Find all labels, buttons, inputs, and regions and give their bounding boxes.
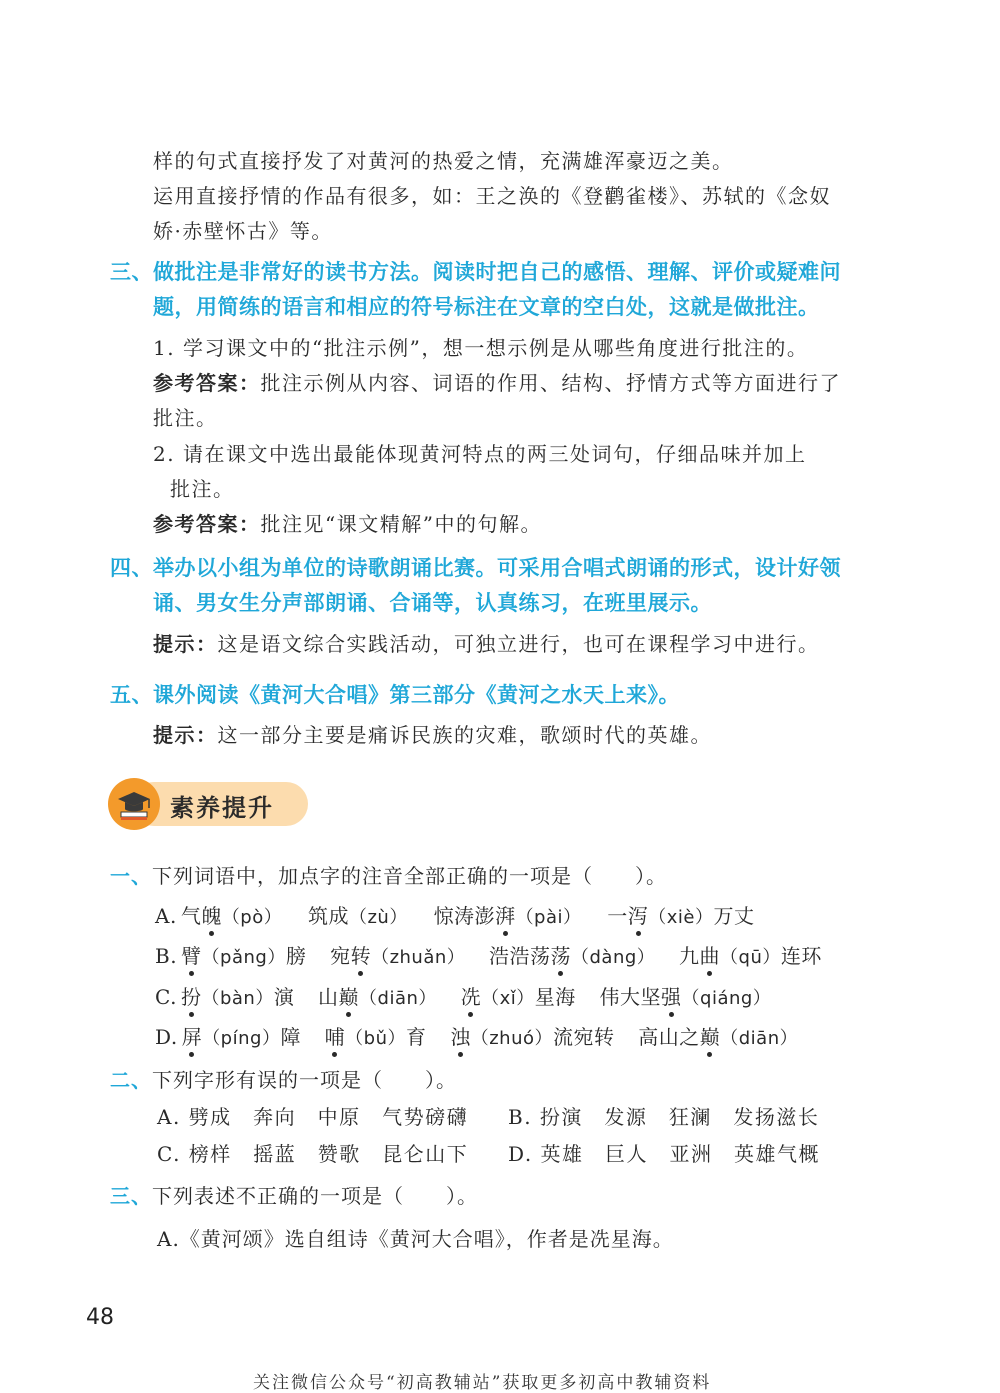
dotted-char: 臂: [181, 940, 202, 969]
pinyin: （pǎng）: [201, 947, 286, 968]
dotted-char: 曲: [700, 940, 721, 969]
option-label: C.: [155, 985, 177, 1009]
pinyin: （zhuó）: [470, 1028, 554, 1049]
pinyin: （bàn）: [201, 988, 274, 1009]
question-number: 二、: [110, 1068, 152, 1092]
dotted-char: 扮: [181, 981, 202, 1010]
text: 膀: [285, 944, 307, 968]
text: 气: [180, 904, 202, 928]
q1-option-a: [155, 900, 754, 929]
pinyin: （xiè）: [648, 907, 714, 928]
hint-label: 提示：: [153, 632, 218, 656]
section-3-heading-line-2: 题，用简练的语言和相应的符号标注在文章的空白处，这就是做批注。: [153, 295, 820, 319]
section-3-heading-line-1: 三、做批注是非常好的读书方法。阅读时把自己的感悟、理解、评价或疑难问: [110, 260, 841, 284]
section-5-heading: 五、课外阅读《黄河大合唱》第三部分《黄河之水天上来》。: [110, 683, 680, 707]
pinyin: （píng）: [202, 1028, 281, 1049]
question-text: 下列字形有误的一项是（ ）。: [152, 1068, 457, 1092]
hint-text: 这一部分主要是痛诉民族的灾难，歌颂时代的英雄。: [217, 723, 712, 747]
pinyin: （zù）: [348, 907, 408, 928]
option-label: B.: [155, 944, 178, 968]
section-4-heading-line-2: 诵、男女生分声部朗诵、合诵等，认真练习，在班里展示。: [153, 591, 712, 615]
section-banner: [108, 778, 308, 830]
section-3-answer-2: [153, 508, 542, 537]
graduation-cap-icon: [108, 778, 160, 830]
answer-label: 参考答案：: [153, 512, 261, 536]
text: 山: [318, 985, 339, 1009]
hint-text: 这是语文综合实践活动，可独立进行，也可在课程学习中进行。: [217, 632, 820, 656]
question-3-stem: [110, 1180, 478, 1209]
option-label: A.: [155, 904, 177, 928]
q2-option-b: B. 扮演 发源 狂澜 发扬滋长: [508, 1105, 820, 1129]
pinyin: （bǔ）: [345, 1028, 407, 1049]
q3-option-a: A.《黄河颂》选自组诗《黄河大合唱》，作者是冼星海。: [157, 1227, 674, 1251]
option-label: D.: [155, 1025, 178, 1049]
text: 障: [280, 1025, 301, 1049]
q2-option-a: A. 劈成 奔向 中原 气势磅礴: [157, 1105, 469, 1129]
banner-title: 素养提升: [170, 794, 274, 822]
dotted-char: 浊: [450, 1021, 471, 1050]
dotted-char: 屏: [182, 1021, 203, 1050]
q1-option-b: [155, 940, 822, 969]
text: 浩浩荡: [489, 944, 551, 968]
answer-text: 批注见“课文精解”中的句解。: [260, 512, 542, 536]
text: 一: [607, 904, 628, 928]
dotted-char: 巅: [700, 1021, 721, 1050]
text: 筑成: [307, 904, 349, 928]
text: 演: [273, 985, 295, 1009]
dotted-char: 魄: [201, 900, 222, 929]
footer-note: 关注微信公众号“初高教辅站”获取更多初高中教辅资料: [253, 1373, 712, 1393]
dotted-char: 冼: [461, 981, 482, 1010]
pinyin: （xǐ）: [481, 988, 535, 1009]
dotted-char: 转: [351, 940, 372, 969]
pinyin: （diān）: [720, 1028, 799, 1049]
q2-option-c: C. 榜样 摇蓝 赞歌 昆仑山下: [157, 1142, 469, 1166]
question-number: 一、: [110, 864, 152, 888]
top-line-3: 娇·赤壁怀古》等。: [153, 219, 333, 243]
question-1-stem: [110, 860, 667, 889]
dotted-char: 巅: [339, 981, 360, 1010]
text: 宛: [330, 944, 351, 968]
text: 惊涛澎: [433, 904, 496, 928]
q1-option-c: [155, 981, 771, 1010]
pinyin: （qiáng）: [681, 988, 772, 1009]
hint-label: 提示：: [153, 723, 218, 747]
question-number: 三、: [110, 1184, 152, 1208]
section-3-question-2-cont: 批注。: [170, 477, 235, 501]
section-4-heading-line-1: 四、举办以小组为单位的诗歌朗诵比赛。可采用合唱式朗诵的形式，设计好领: [110, 556, 841, 580]
answer-label: 参考答案：: [153, 371, 261, 395]
text: 连环: [780, 944, 822, 968]
section-5-hint: [153, 719, 712, 748]
pinyin: （qū）: [720, 947, 781, 968]
pinyin: （zhuǎn）: [371, 947, 466, 968]
question-2-stem: [110, 1064, 457, 1093]
q1-option-d: [155, 1021, 798, 1050]
pinyin: （diān）: [359, 988, 437, 1009]
dotted-char: 荡: [551, 940, 572, 969]
top-line-1: 样的句式直接抒发了对黄河的热爱之情，充满雄浑豪迈之美。: [153, 149, 734, 173]
text: 万丈: [713, 904, 755, 928]
pinyin: （pài）: [515, 907, 582, 928]
page-number: 48: [86, 1305, 114, 1330]
dotted-char: 湃: [495, 900, 516, 929]
question-text: 下列词语中，加点字的注音全部正确的一项是（ ）。: [152, 864, 667, 888]
text: 伟大坚: [599, 985, 662, 1009]
text: 流宛转: [553, 1025, 615, 1049]
section-3-question-1: 1. 学习课文中的“批注示例”，想一想示例是从哪些角度进行批注的。: [153, 336, 809, 360]
text: 育: [406, 1025, 427, 1049]
question-text: 下列表述不正确的一项是（ ）。: [152, 1184, 478, 1208]
q2-option-d: D. 英雄 巨人 亚洲 英雄气概: [508, 1142, 821, 1166]
dotted-char: 强: [661, 981, 682, 1010]
dotted-char: 泻: [628, 900, 649, 929]
section-3-answer-1: [153, 367, 841, 396]
answer-text: 批注示例从内容、词语的作用、结构、抒情方式等方面进行了: [260, 371, 841, 395]
section-3-answer-1-cont: 批注。: [153, 406, 218, 430]
pinyin: （dàng）: [571, 947, 656, 968]
text: 九: [679, 944, 700, 968]
text: 星海: [534, 985, 576, 1009]
dotted-char: 哺: [325, 1021, 346, 1050]
text: 高山之: [638, 1025, 700, 1049]
section-4-hint: [153, 628, 820, 657]
section-3-question-2: 2. 请在课文中选出最能体现黄河特点的两三处词句，仔细品味并加上: [153, 442, 807, 466]
pinyin: （pò）: [221, 907, 283, 928]
top-line-2: 运用直接抒情的作品有很多，如：王之涣的《登鹳雀楼》、苏轼的《念奴: [153, 184, 831, 208]
